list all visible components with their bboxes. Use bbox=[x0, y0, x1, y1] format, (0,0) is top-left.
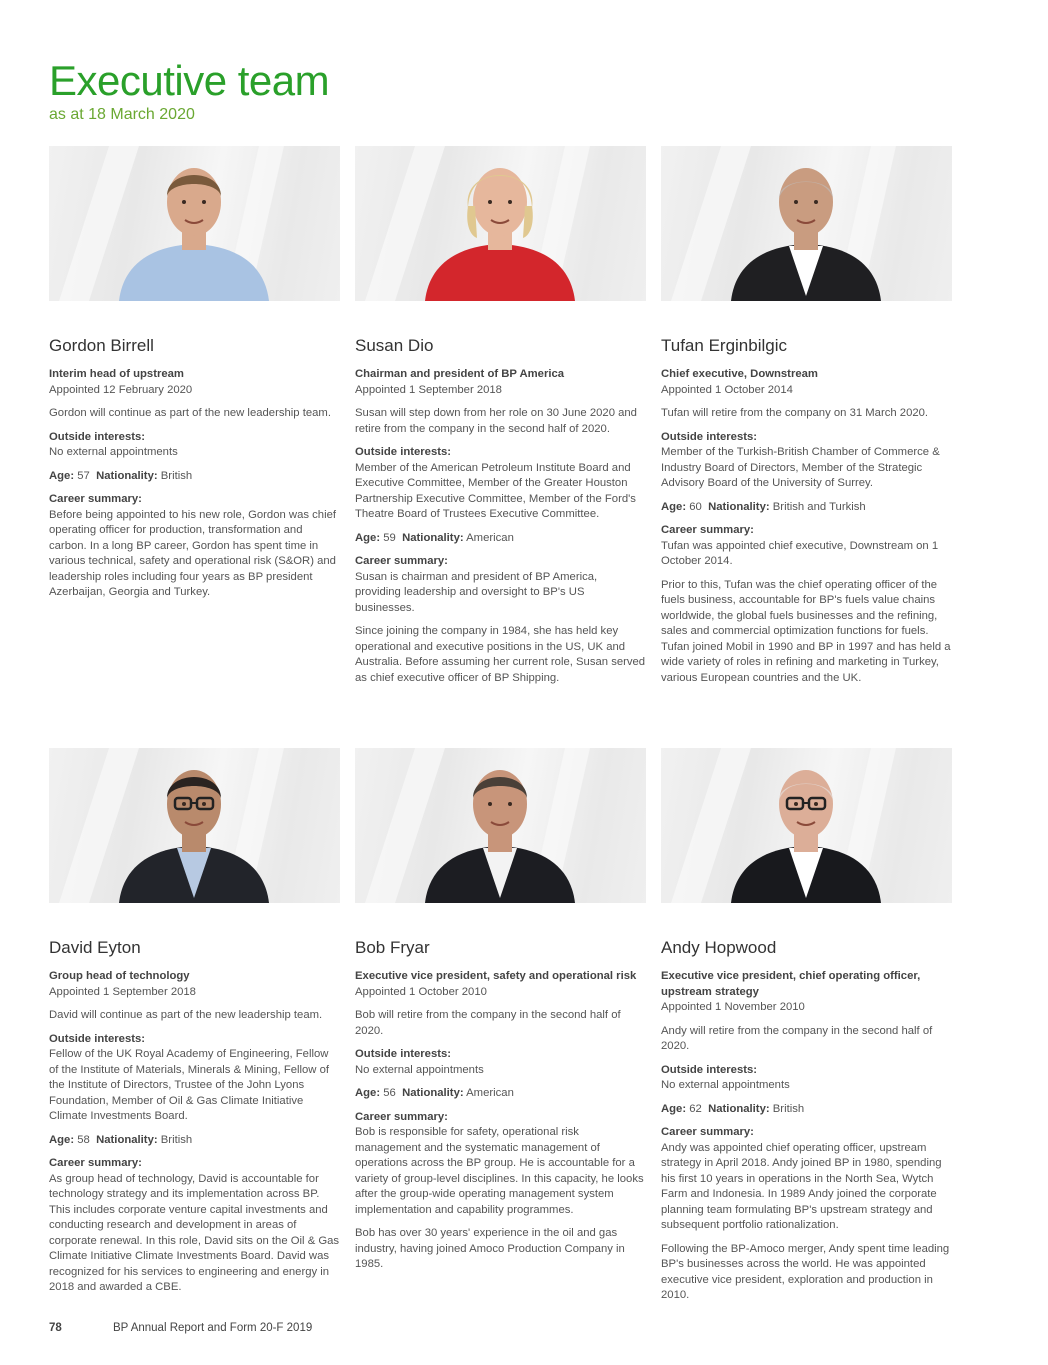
report-title: BP Annual Report and Form 20-F 2019 bbox=[113, 1322, 313, 1334]
age-nationality-line bbox=[661, 1102, 952, 1118]
nationality-label: Nationality: bbox=[402, 1087, 464, 1099]
left-eye bbox=[488, 802, 492, 806]
nationality-value: American bbox=[466, 531, 514, 544]
appointed-date: Appointed 1 November 2010 bbox=[661, 1001, 805, 1013]
portrait-illustration bbox=[661, 146, 952, 301]
career-summary-paragraph: Since joining the company in 1984, she has held key operational and executive positions in the US, UK and Australia. Before assuming her current role, Susan served as chief executive officer of BP Shipping. bbox=[355, 625, 646, 684]
executive-role: Executive vice president, safety and operational risk bbox=[355, 970, 637, 982]
executive-info bbox=[661, 336, 952, 694]
career-summary-heading: Career summary: bbox=[355, 555, 448, 567]
right-eye bbox=[508, 802, 512, 806]
status-note: Tufan will retire from the company on 31 March 2020. bbox=[661, 407, 929, 419]
appointed-date: Appointed 1 September 2018 bbox=[49, 985, 196, 998]
outside-interests-text: Member of the American Petroleum Institute Board and Executive Committee, Member of the Greater Houston Partnership Executive Committee, Member of the Ford's Theatre Board of Trustees Executive Committee. bbox=[355, 461, 636, 520]
executive-info bbox=[661, 938, 952, 1312]
career-summary-paragraph: Tufan was appointed chief executive, Downstream on 1 October 2014. bbox=[661, 539, 939, 567]
portrait-photo bbox=[661, 146, 952, 301]
executive-name: Tufan Erginbilgic bbox=[661, 336, 787, 355]
portrait-illustration bbox=[49, 748, 340, 903]
age-value: 57 bbox=[77, 469, 90, 482]
outside-interests-text: No external appointments bbox=[355, 1063, 484, 1076]
outside-interests-heading: Outside interests: bbox=[661, 1063, 758, 1076]
status-note: Susan will step down from her role on 30 June 2020 and retire from the company in the second half of 2020. bbox=[355, 407, 637, 435]
portrait-photo bbox=[49, 748, 340, 903]
nationality-label: Nationality: bbox=[708, 1102, 770, 1115]
executive-card bbox=[355, 748, 646, 1270]
left-eye bbox=[182, 200, 186, 204]
executive-role: Chairman and president of BP America bbox=[355, 368, 565, 380]
age-value: 60 bbox=[689, 500, 702, 513]
career-summary-heading: Career summary: bbox=[49, 493, 142, 505]
career-summary-heading: Career summary: bbox=[661, 524, 754, 536]
outside-interests-text: No external appointments bbox=[661, 1079, 790, 1091]
age-value: 56 bbox=[383, 1087, 396, 1099]
status-note: Andy will retire from the company in the second half of 2020. bbox=[661, 1024, 933, 1052]
left-eye bbox=[794, 802, 798, 806]
right-eye bbox=[814, 802, 818, 806]
portrait-illustration bbox=[355, 146, 646, 301]
page-title: Executive team bbox=[49, 57, 330, 104]
executive-name: Andy Hopwood bbox=[661, 938, 777, 957]
executive-info bbox=[355, 336, 646, 694]
age-value: 58 bbox=[77, 1133, 90, 1146]
right-eye bbox=[814, 200, 818, 204]
status-note: Bob will retire from the company in the second half of 2020. bbox=[355, 1009, 621, 1037]
left-eye bbox=[488, 200, 492, 204]
executive-card bbox=[661, 146, 952, 684]
portrait-illustration bbox=[355, 748, 646, 903]
career-summary-paragraph: Bob is responsible for safety, operational risk management and the systematic management of operations across the BP group. He is accountable for a variety of group-level disciplines. In this capacity, he looks after the group-wide operating management system implementation and capability programmes. bbox=[355, 1126, 644, 1216]
executive-name: Bob Fryar bbox=[355, 938, 430, 957]
appointed-date: Appointed 1 September 2018 bbox=[355, 383, 502, 396]
outside-interests-heading: Outside interests: bbox=[49, 1032, 146, 1045]
nationality-label: Nationality: bbox=[96, 469, 158, 482]
right-eye bbox=[508, 200, 512, 204]
career-summary-paragraph: Andy was appointed chief operating officer, upstream strategy in April 2018. Andy joined BP in 1980, spending his first 10 years in operations in the North Sea, Wytch Farm and Indonesia. In 1989 Andy joined the corporate planning team formulating BP's upstream strategy and subsequent portfolio rationalization. bbox=[661, 1141, 942, 1231]
executive-name: David Eyton bbox=[49, 938, 141, 957]
page-number: 78 bbox=[49, 1322, 62, 1334]
executive-info bbox=[49, 938, 340, 1304]
executive-name: Susan Dio bbox=[355, 336, 434, 355]
outside-interests-heading: Outside interests: bbox=[355, 1048, 452, 1060]
career-summary-heading: Career summary: bbox=[661, 1126, 754, 1138]
career-summary-heading: Career summary: bbox=[355, 1110, 448, 1123]
age-label: Age: bbox=[49, 1133, 75, 1146]
age-label: Age: bbox=[355, 1087, 381, 1099]
status-note: David will continue as part of the new leadership team. bbox=[49, 1009, 323, 1021]
age-nationality-line bbox=[355, 531, 646, 547]
outside-interests-heading: Outside interests: bbox=[49, 430, 146, 443]
career-summary-paragraph: Following the BP-Amoco merger, Andy spent time leading BP's businesses across the world. He was appointed executive vice president, exploration and production in 2010. bbox=[661, 1242, 950, 1301]
age-label: Age: bbox=[355, 531, 381, 544]
appointed-date: Appointed 12 February 2020 bbox=[49, 383, 193, 396]
portrait-illustration bbox=[49, 146, 340, 301]
executive-card bbox=[661, 748, 952, 1301]
age-value: 62 bbox=[689, 1102, 702, 1115]
outside-interests-text: No external appointments bbox=[49, 446, 178, 458]
portrait-illustration bbox=[661, 748, 952, 903]
portrait-photo bbox=[355, 748, 646, 903]
outside-interests-text: Member of the Turkish-British Chamber of Commerce & Industry Board of Directors, Member of the Strategic Advisory Board of the University of Surrey. bbox=[661, 446, 940, 489]
career-summary-paragraph: As group head of technology, David is accountable for technology strategy and its implementation across BP. This includes corporate venture capital investments and conducting research and development in areas of corporate renewal. In this role, David sits on the Oil & Gas Climate Initiative Climate Investments Board. David was recognized for his services to engineering and energy in 2018 and awarded a CBE. bbox=[49, 1172, 340, 1293]
career-summary-paragraph: Susan is chairman and president of BP America, providing leadership and oversight to BP's US businesses. bbox=[355, 570, 598, 614]
right-eye bbox=[202, 200, 206, 204]
status-note: Gordon will continue as part of the new leadership team. bbox=[49, 407, 331, 419]
appointed-date: Appointed 1 October 2014 bbox=[661, 383, 793, 396]
face bbox=[779, 168, 833, 236]
executive-role: Executive vice president, chief operating officer, upstream strategy bbox=[661, 970, 921, 998]
age-nationality-line bbox=[49, 1133, 340, 1149]
nationality-value: British bbox=[160, 469, 193, 482]
left-eye bbox=[794, 200, 798, 204]
portrait-photo bbox=[355, 146, 646, 301]
career-summary-paragraph: Bob has over 30 years' experience in the oil and gas industry, having joined Amoco Production Company in 1985. bbox=[355, 1227, 625, 1270]
age-nationality-line bbox=[355, 1086, 646, 1102]
executive-role: Chief executive, Downstream bbox=[661, 368, 818, 380]
outside-interests-heading: Outside interests: bbox=[661, 430, 758, 443]
appointed-date: Appointed 1 October 2010 bbox=[355, 985, 487, 998]
executive-role: Group head of technology bbox=[49, 970, 190, 982]
page-subtitle: as at 18 March 2020 bbox=[49, 106, 195, 123]
outside-interests-text: Fellow of the UK Royal Academy of Engineering, Fellow of the Institute of Materials, Minerals & Mining, Fellow of the Institute of Directors, Trustee of the John Lyons Foundation, Member of Oil & Gas Climate Initiative Climate Investments Board. bbox=[49, 1048, 330, 1122]
nationality-value: British and Turkish bbox=[772, 500, 866, 513]
outside-interests-heading: Outside interests: bbox=[355, 446, 452, 458]
nationality-value: British bbox=[160, 1133, 193, 1146]
left-eye bbox=[182, 802, 186, 806]
executive-card bbox=[355, 146, 646, 684]
nationality-label: Nationality: bbox=[402, 531, 464, 544]
executive-role: Interim head of upstream bbox=[49, 368, 184, 380]
executive-name: Gordon Birrell bbox=[49, 336, 154, 355]
age-nationality-line bbox=[49, 469, 340, 485]
executive-card bbox=[49, 146, 340, 598]
career-summary-paragraph: Before being appointed to his new role, Gordon was chief operating officer for production, transformation and carbon. In a long BP career, Gordon has spent time in various technical, safety and operational risk (S&OR) and leadership roles including four years as BP president Azerbaijan, Georgia and Turkey. bbox=[49, 508, 336, 598]
age-value: 59 bbox=[383, 531, 396, 544]
face bbox=[473, 168, 527, 236]
portrait-photo bbox=[661, 748, 952, 903]
age-label: Age: bbox=[49, 469, 75, 482]
page-footer bbox=[49, 1322, 312, 1334]
executive-card bbox=[49, 748, 340, 1293]
nationality-label: Nationality: bbox=[708, 500, 770, 513]
age-label: Age: bbox=[661, 500, 687, 513]
age-nationality-line bbox=[661, 500, 952, 516]
nationality-value: American bbox=[466, 1087, 514, 1099]
nationality-value: British bbox=[772, 1102, 805, 1115]
executive-info bbox=[49, 336, 340, 609]
nationality-label: Nationality: bbox=[96, 1133, 158, 1146]
executive-info bbox=[355, 938, 646, 1281]
age-label: Age: bbox=[661, 1102, 687, 1115]
portrait-photo bbox=[49, 146, 340, 301]
right-eye bbox=[202, 802, 206, 806]
career-summary-heading: Career summary: bbox=[49, 1157, 142, 1169]
career-summary-paragraph: Prior to this, Tufan was the chief operating officer of the fuels business, accountable for BP's fuels value chains worldwide, the global fuels businesses and the refining, sales and commercial optimization functions for fuels. Tufan joined Mobil in 1990 and BP in 1997 and has held a wide variety of roles in refining and marketing in Turkey, various European countries and the UK. bbox=[661, 578, 951, 684]
